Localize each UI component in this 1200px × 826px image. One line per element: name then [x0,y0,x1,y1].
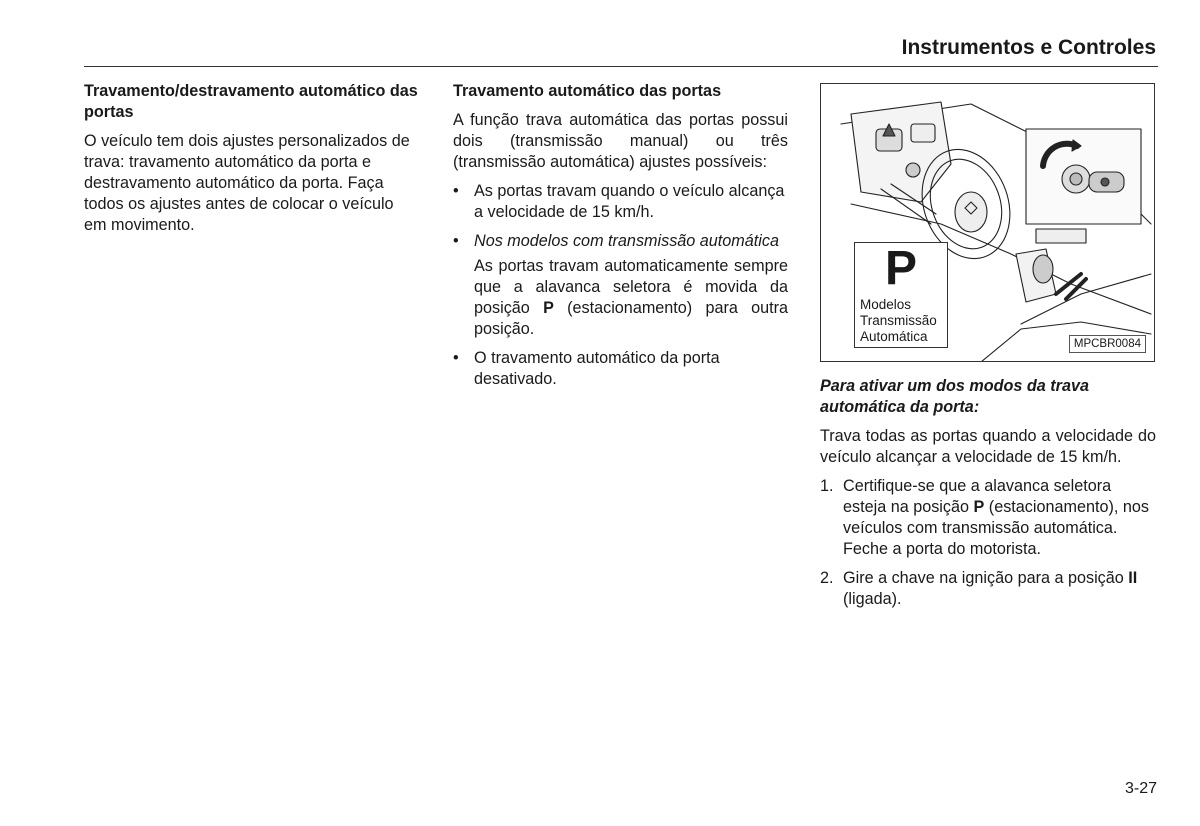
column-left [84,81,420,244]
bullet-icon: • [453,232,459,250]
caption-line: Transmissão [860,313,937,328]
park-position-letter: P [885,242,918,295]
column-right [820,376,1156,618]
procedure-intro: Trava todas as portas quando a velocidade do veículo alcançar a velocidade de 15 km/h. [820,427,1156,466]
step-bold: II [1128,569,1138,587]
list-item [453,348,788,390]
step-number: 1. [820,477,834,495]
step-text: (estacionamento), nos veículos com transmissão automática. Feche a porta do motorista. [843,498,1149,558]
step-text: (ligada). [843,590,902,608]
ignition-key-icon [1026,129,1141,224]
list-item [453,231,788,340]
list-item [453,181,788,223]
bullet-icon: • [453,182,459,200]
door-lock-switch-icon [851,102,951,224]
caption-line: Modelos [860,297,912,312]
step-item [820,476,1156,560]
transmission-callout [854,242,948,348]
procedure-heading: Para ativar um dos modos da trava automática da porta: [820,377,1089,416]
list-item-italic-text: Nos modelos com transmissão automática [474,232,779,250]
subparagraph-text: (estacionamento) para outra posição. [474,299,789,338]
step-number: 2. [820,569,834,587]
header-divider [84,66,1158,67]
page-header-title: Instrumentos e Controles [901,36,1156,59]
section-heading: Travamento/destravamento automático das portas [84,82,418,121]
options-list [453,181,788,390]
step-bold: P [973,498,985,516]
steps-list [820,476,1156,610]
illustration-figure [820,83,1155,362]
step-text: Gire a chave na ignição para a posição [843,569,1129,587]
list-item-text: As portas travam quando o veículo alcança a velocidade de 15 km/h. [474,182,785,221]
list-item-subparagraph [474,256,788,340]
column-middle [453,81,788,398]
section-heading: Travamento automático das portas [453,82,722,100]
step-item [820,568,1156,610]
section-paragraph: O veículo tem dois ajustes personalizados de trava: travamento automático da porta e destravamento automático da porta. Faça todos os ajustes antes de colocar o veículo em movimento. [84,132,410,234]
caption-line: Automática [860,329,928,344]
subparagraph-text: As portas travam automaticamente sempre que a alavanca seletora é movida da posição [474,257,788,317]
bullet-icon: • [453,349,459,367]
position-letter: P [543,299,554,317]
list-item-text: O travamento automático da porta desativado. [474,349,720,388]
callout-caption [860,297,937,345]
intro-paragraph: A função trava automática das portas possui dois (transmissão manual) ou três (transmissão automática) ajustes possíveis: [453,111,788,171]
step-text: Certifique-se que a alavanca seletora esteja na posição [843,477,1112,516]
figure-code: MPCBR0084 [1069,335,1146,353]
page-number: 3-27 [1124,780,1157,797]
gear-shifter-icon [1016,229,1086,302]
